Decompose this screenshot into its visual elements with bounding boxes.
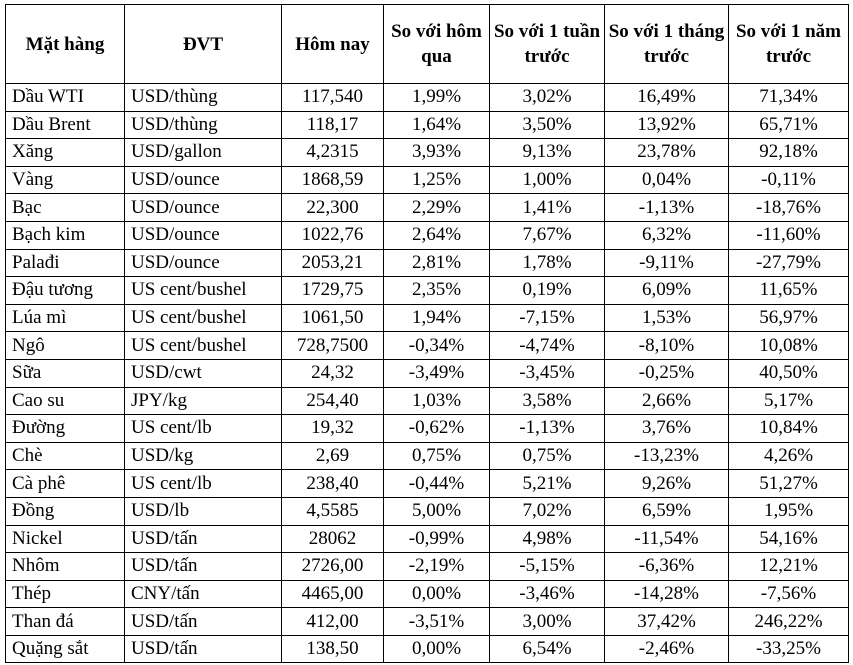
vs-year-cell: 10,84% bbox=[729, 415, 849, 443]
vs-year-cell: 10,08% bbox=[729, 332, 849, 360]
today-value-cell: 2053,21 bbox=[282, 249, 384, 277]
commodity-cell: Cao su bbox=[6, 387, 125, 415]
today-value-cell: 4,2315 bbox=[282, 139, 384, 167]
vs-year-cell: 54,16% bbox=[729, 525, 849, 553]
vs-week-cell: 4,98% bbox=[490, 525, 605, 553]
vs-month-cell: 13,92% bbox=[605, 111, 729, 139]
vs-year-cell: 4,26% bbox=[729, 442, 849, 470]
commodity-cell: Vàng bbox=[6, 166, 125, 194]
table-body bbox=[6, 84, 849, 663]
commodity-cell: Đậu tương bbox=[6, 277, 125, 305]
vs-month-cell: -9,11% bbox=[605, 249, 729, 277]
vs-week-cell: -3,45% bbox=[490, 359, 605, 387]
today-value-cell: 19,32 bbox=[282, 415, 384, 443]
today-value-cell: 238,40 bbox=[282, 470, 384, 498]
vs-yesterday-cell: -0,44% bbox=[384, 470, 490, 498]
vs-yesterday-cell: 2,64% bbox=[384, 221, 490, 249]
commodity-cell: Ngô bbox=[6, 332, 125, 360]
today-value-cell: 1729,75 bbox=[282, 277, 384, 305]
vs-month-cell: 23,78% bbox=[605, 139, 729, 167]
vs-week-cell: 1,41% bbox=[490, 194, 605, 222]
commodity-cell: Lúa mì bbox=[6, 304, 125, 332]
vs-week-cell: -7,15% bbox=[490, 304, 605, 332]
vs-yesterday-cell: 2,81% bbox=[384, 249, 490, 277]
vs-week-cell: 7,02% bbox=[490, 497, 605, 525]
table-row bbox=[6, 249, 849, 277]
vs-yesterday-cell: 0,75% bbox=[384, 442, 490, 470]
vs-week-cell: 9,13% bbox=[490, 139, 605, 167]
vs-month-cell: -0,25% bbox=[605, 359, 729, 387]
table-row bbox=[6, 635, 849, 663]
vs-yesterday-cell: 1,94% bbox=[384, 304, 490, 332]
vs-month-cell: 0,04% bbox=[605, 166, 729, 194]
unit-cell: CNY/tấn bbox=[125, 580, 282, 608]
table-row bbox=[6, 387, 849, 415]
commodity-cell: Cà phê bbox=[6, 470, 125, 498]
unit-cell: USD/thùng bbox=[125, 111, 282, 139]
vs-month-cell: -6,36% bbox=[605, 553, 729, 581]
vs-week-cell: 1,78% bbox=[490, 249, 605, 277]
unit-cell: USD/lb bbox=[125, 497, 282, 525]
today-value-cell: 24,32 bbox=[282, 359, 384, 387]
today-value-cell: 4,5585 bbox=[282, 497, 384, 525]
unit-cell: US cent/lb bbox=[125, 415, 282, 443]
vs-yesterday-cell: -0,99% bbox=[384, 525, 490, 553]
today-value-cell: 254,40 bbox=[282, 387, 384, 415]
vs-month-cell: 6,59% bbox=[605, 497, 729, 525]
vs-month-cell: 6,32% bbox=[605, 221, 729, 249]
vs-year-cell: -11,60% bbox=[729, 221, 849, 249]
vs-yesterday-cell: 1,03% bbox=[384, 387, 490, 415]
vs-week-cell: 0,75% bbox=[490, 442, 605, 470]
vs-yesterday-cell: -0,34% bbox=[384, 332, 490, 360]
vs-year-cell: -7,56% bbox=[729, 580, 849, 608]
unit-cell: USD/ounce bbox=[125, 249, 282, 277]
vs-month-cell: -8,10% bbox=[605, 332, 729, 360]
table-row bbox=[6, 608, 849, 636]
vs-year-cell: 5,17% bbox=[729, 387, 849, 415]
table-row bbox=[6, 332, 849, 360]
vs-yesterday-cell: 0,00% bbox=[384, 635, 490, 663]
vs-week-cell: 3,58% bbox=[490, 387, 605, 415]
header-row bbox=[6, 5, 849, 84]
today-value-cell: 22,300 bbox=[282, 194, 384, 222]
header-commodity: Mặt hàng bbox=[6, 5, 125, 84]
today-value-cell: 1061,50 bbox=[282, 304, 384, 332]
today-value-cell: 28062 bbox=[282, 525, 384, 553]
vs-yesterday-cell: 1,99% bbox=[384, 84, 490, 112]
vs-year-cell: 246,22% bbox=[729, 608, 849, 636]
vs-month-cell: -1,13% bbox=[605, 194, 729, 222]
table-row bbox=[6, 497, 849, 525]
commodity-cell: Dầu WTI bbox=[6, 84, 125, 112]
today-value-cell: 2726,00 bbox=[282, 553, 384, 581]
vs-month-cell: 6,09% bbox=[605, 277, 729, 305]
vs-year-cell: -27,79% bbox=[729, 249, 849, 277]
table-row bbox=[6, 111, 849, 139]
vs-year-cell: 65,71% bbox=[729, 111, 849, 139]
vs-year-cell: 11,65% bbox=[729, 277, 849, 305]
vs-yesterday-cell: -3,51% bbox=[384, 608, 490, 636]
vs-week-cell: 3,00% bbox=[490, 608, 605, 636]
vs-yesterday-cell: 1,25% bbox=[384, 166, 490, 194]
vs-week-cell: 6,54% bbox=[490, 635, 605, 663]
today-value-cell: 118,17 bbox=[282, 111, 384, 139]
unit-cell: USD/tấn bbox=[125, 608, 282, 636]
table-row bbox=[6, 304, 849, 332]
unit-cell: USD/tấn bbox=[125, 553, 282, 581]
vs-year-cell: 51,27% bbox=[729, 470, 849, 498]
vs-yesterday-cell: -3,49% bbox=[384, 359, 490, 387]
vs-year-cell: 12,21% bbox=[729, 553, 849, 581]
commodity-cell: Dầu Brent bbox=[6, 111, 125, 139]
vs-year-cell: 1,95% bbox=[729, 497, 849, 525]
header-vs-week: So với 1 tuần trước bbox=[490, 5, 605, 84]
today-value-cell: 4465,00 bbox=[282, 580, 384, 608]
today-value-cell: 2,69 bbox=[282, 442, 384, 470]
unit-cell: USD/ounce bbox=[125, 194, 282, 222]
commodity-cell: Bạch kim bbox=[6, 221, 125, 249]
vs-month-cell: 16,49% bbox=[605, 84, 729, 112]
header-vs-yesterday: So với hôm qua bbox=[384, 5, 490, 84]
vs-year-cell: -0,11% bbox=[729, 166, 849, 194]
vs-year-cell: -33,25% bbox=[729, 635, 849, 663]
unit-cell: USD/ounce bbox=[125, 221, 282, 249]
table-row bbox=[6, 194, 849, 222]
vs-week-cell: -4,74% bbox=[490, 332, 605, 360]
vs-week-cell: 5,21% bbox=[490, 470, 605, 498]
vs-week-cell: 0,19% bbox=[490, 277, 605, 305]
unit-cell: JPY/kg bbox=[125, 387, 282, 415]
table-row bbox=[6, 525, 849, 553]
commodity-cell: Nickel bbox=[6, 525, 125, 553]
vs-month-cell: 1,53% bbox=[605, 304, 729, 332]
table-row bbox=[6, 84, 849, 112]
vs-month-cell: -13,23% bbox=[605, 442, 729, 470]
unit-cell: US cent/bushel bbox=[125, 277, 282, 305]
commodity-cell: Sữa bbox=[6, 359, 125, 387]
vs-month-cell: 3,76% bbox=[605, 415, 729, 443]
vs-yesterday-cell: 5,00% bbox=[384, 497, 490, 525]
vs-week-cell: 3,02% bbox=[490, 84, 605, 112]
today-value-cell: 728,7500 bbox=[282, 332, 384, 360]
vs-yesterday-cell: 1,64% bbox=[384, 111, 490, 139]
vs-yesterday-cell: -0,62% bbox=[384, 415, 490, 443]
vs-week-cell: 3,50% bbox=[490, 111, 605, 139]
vs-week-cell: -5,15% bbox=[490, 553, 605, 581]
vs-year-cell: 40,50% bbox=[729, 359, 849, 387]
today-value-cell: 138,50 bbox=[282, 635, 384, 663]
table-row bbox=[6, 277, 849, 305]
table-row bbox=[6, 580, 849, 608]
commodity-cell: Than đá bbox=[6, 608, 125, 636]
commodity-cell: Xăng bbox=[6, 139, 125, 167]
unit-cell: USD/ounce bbox=[125, 166, 282, 194]
table-header bbox=[6, 5, 849, 84]
header-unit: ĐVT bbox=[125, 5, 282, 84]
table-row bbox=[6, 553, 849, 581]
unit-cell: USD/cwt bbox=[125, 359, 282, 387]
vs-yesterday-cell: 2,35% bbox=[384, 277, 490, 305]
today-value-cell: 1868,59 bbox=[282, 166, 384, 194]
commodity-cell: Đường bbox=[6, 415, 125, 443]
vs-month-cell: -14,28% bbox=[605, 580, 729, 608]
vs-month-cell: -11,54% bbox=[605, 525, 729, 553]
vs-month-cell: 9,26% bbox=[605, 470, 729, 498]
unit-cell: US cent/bushel bbox=[125, 304, 282, 332]
header-vs-year: So với 1 năm trước bbox=[729, 5, 849, 84]
vs-year-cell: 56,97% bbox=[729, 304, 849, 332]
unit-cell: US cent/lb bbox=[125, 470, 282, 498]
table-row bbox=[6, 166, 849, 194]
table-row bbox=[6, 359, 849, 387]
vs-month-cell: -2,46% bbox=[605, 635, 729, 663]
unit-cell: USD/tấn bbox=[125, 525, 282, 553]
commodity-price-table bbox=[5, 4, 849, 663]
header-today: Hôm nay bbox=[282, 5, 384, 84]
commodity-cell: Quặng sắt bbox=[6, 635, 125, 663]
vs-year-cell: 71,34% bbox=[729, 84, 849, 112]
vs-month-cell: 2,66% bbox=[605, 387, 729, 415]
vs-week-cell: 1,00% bbox=[490, 166, 605, 194]
table-row bbox=[6, 221, 849, 249]
vs-year-cell: -18,76% bbox=[729, 194, 849, 222]
vs-yesterday-cell: 0,00% bbox=[384, 580, 490, 608]
vs-yesterday-cell: 3,93% bbox=[384, 139, 490, 167]
commodity-cell: Đồng bbox=[6, 497, 125, 525]
vs-year-cell: 92,18% bbox=[729, 139, 849, 167]
vs-week-cell: 7,67% bbox=[490, 221, 605, 249]
vs-month-cell: 37,42% bbox=[605, 608, 729, 636]
vs-yesterday-cell: -2,19% bbox=[384, 553, 490, 581]
unit-cell: USD/gallon bbox=[125, 139, 282, 167]
table-row bbox=[6, 470, 849, 498]
table-row bbox=[6, 415, 849, 443]
table-row bbox=[6, 139, 849, 167]
unit-cell: US cent/bushel bbox=[125, 332, 282, 360]
today-value-cell: 117,540 bbox=[282, 84, 384, 112]
today-value-cell: 412,00 bbox=[282, 608, 384, 636]
commodity-cell: Chè bbox=[6, 442, 125, 470]
commodity-cell: Bạc bbox=[6, 194, 125, 222]
unit-cell: USD/thùng bbox=[125, 84, 282, 112]
today-value-cell: 1022,76 bbox=[282, 221, 384, 249]
commodity-cell: Palađi bbox=[6, 249, 125, 277]
unit-cell: USD/tấn bbox=[125, 635, 282, 663]
vs-yesterday-cell: 2,29% bbox=[384, 194, 490, 222]
commodity-cell: Thép bbox=[6, 580, 125, 608]
header-vs-month: So với 1 tháng trước bbox=[605, 5, 729, 84]
unit-cell: USD/kg bbox=[125, 442, 282, 470]
vs-week-cell: -3,46% bbox=[490, 580, 605, 608]
vs-week-cell: -1,13% bbox=[490, 415, 605, 443]
commodity-cell: Nhôm bbox=[6, 553, 125, 581]
table-row bbox=[6, 442, 849, 470]
